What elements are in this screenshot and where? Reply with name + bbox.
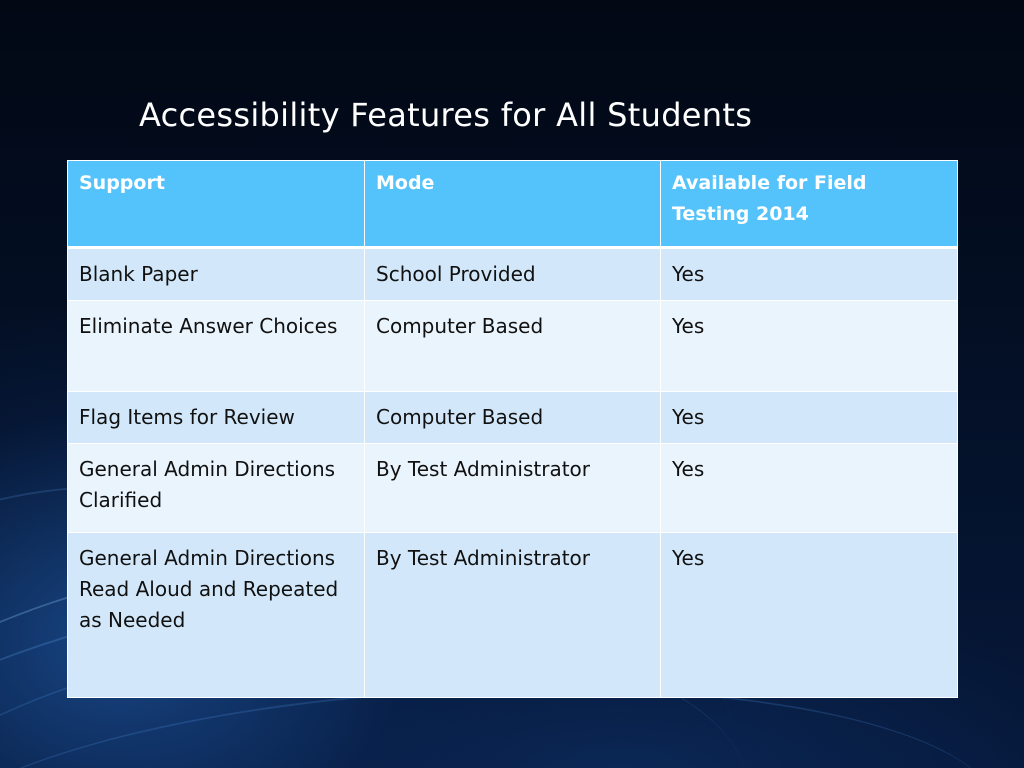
cell-mode: Computer Based — [365, 392, 661, 444]
cell-mode: By Test Administrator — [365, 533, 661, 698]
cell-availability: Yes — [661, 533, 958, 698]
table-row — [68, 444, 958, 533]
features-table — [67, 160, 958, 698]
cell-support: Eliminate Answer Choices — [68, 301, 365, 392]
cell-availability: Yes — [661, 301, 958, 392]
column-header-support: Support — [68, 161, 365, 248]
column-header-availability: Available for Field Testing 2014 — [661, 161, 958, 248]
cell-support: Flag Items for Review — [68, 392, 365, 444]
cell-availability: Yes — [661, 444, 958, 533]
cell-support: Blank Paper — [68, 248, 365, 301]
cell-mode: Computer Based — [365, 301, 661, 392]
slide-title: Accessibility Features for All Students — [139, 96, 753, 134]
cell-support: General Admin Directions Clarified — [68, 444, 365, 533]
cell-availability: Yes — [661, 392, 958, 444]
table-header-row — [68, 161, 958, 248]
table-row — [68, 392, 958, 444]
cell-availability: Yes — [661, 248, 958, 301]
table-row — [68, 533, 958, 698]
column-header-mode: Mode — [365, 161, 661, 248]
cell-support: General Admin Directions Read Aloud and Repeated as Needed — [68, 533, 365, 698]
table-row — [68, 248, 958, 301]
cell-mode: School Provided — [365, 248, 661, 301]
cell-mode: By Test Administrator — [365, 444, 661, 533]
table-row — [68, 301, 958, 392]
